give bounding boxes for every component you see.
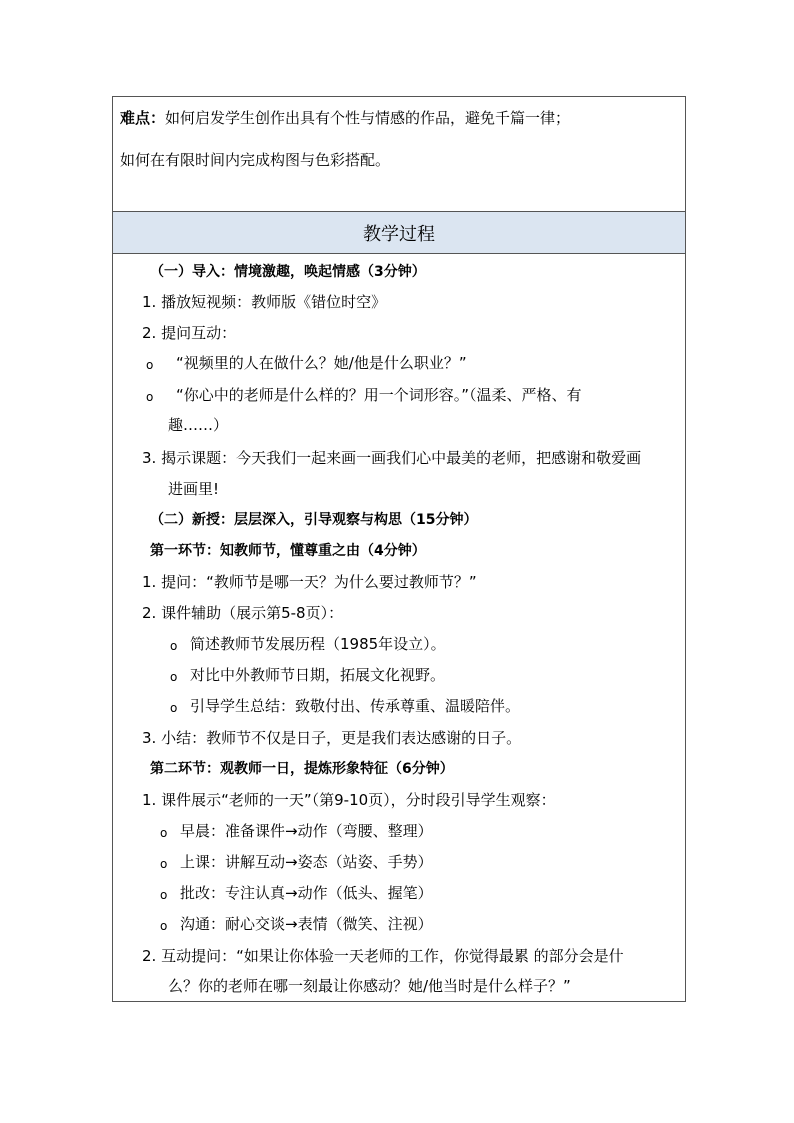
part1-item3: 3. 小结：教师节不仅是日子，更是我们表达感谢的日子。: [142, 729, 522, 747]
part1-item2: 2. 课件辅助（展示第5-8页）：: [142, 604, 344, 622]
difficulty-text-2: 如何在有限时间内完成构图与色彩搭配。: [120, 151, 391, 169]
bullet-icon: o: [170, 701, 178, 715]
part2-bullet1: 早晨：准备课件→动作（弯腰、整理）: [180, 822, 433, 840]
bullet-icon: o: [160, 919, 168, 933]
part1-bullet2: 对比中外教师节日期，拓展文化视野。: [190, 666, 446, 684]
bullet-icon: o: [160, 888, 168, 902]
section1-question2-b: 趣……）: [168, 416, 229, 434]
bullet-icon: o: [146, 390, 154, 404]
part1-bullet1: 简述教师节发展历程（1985年设立）。: [190, 635, 446, 653]
part2-item2-a: 2. 互动提问：“如果让你体验一天老师的工作，你觉得最累 的部分会是什: [142, 947, 624, 965]
section1-item3-b: 进画里!: [168, 480, 220, 498]
bullet-icon: o: [146, 358, 154, 372]
part1-bullet3: 引导学生总结：致敬付出、传承尊重、温暖陪伴。: [190, 697, 521, 715]
difficulty-line-1: [120, 108, 570, 128]
part1-item1: 1. 提问：“教师节是哪一天？为什么要过教师节？”: [142, 573, 477, 591]
part1-heading: 第一环节：知教师节，懂尊重之由（4分钟）: [150, 543, 426, 559]
section1-heading: （一）导入：情境激趣，唤起情感（3分钟）: [150, 264, 426, 280]
teaching-process-header: [113, 212, 685, 254]
part2-bullet2: 上课：讲解互动→姿态（站姿、手势）: [180, 853, 433, 871]
bullet-icon: o: [170, 670, 178, 684]
section1-item3-a: 3. 揭示课题：今天我们一起来画一画我们心中最美的老师，把感谢和敬爱画: [142, 449, 642, 467]
section1-item2: 2. 提问互动：: [142, 324, 237, 342]
difficulty-text-1: 如何启发学生创作出具有个性与情感的作品，避免千篇一律；: [165, 109, 571, 127]
part2-item2-b: 么？你的老师在哪一刻最让你感动？她/他当时是什么样子？”: [168, 977, 571, 995]
part2-item1: 1. 课件展示“老师的一天”（第9-10页），分时段引导学生观察：: [142, 791, 556, 809]
part2-heading: 第二环节：观教师一日，提炼形象特征（6分钟）: [150, 761, 454, 777]
bullet-icon: o: [160, 826, 168, 840]
bullet-icon: o: [160, 857, 168, 871]
part2-bullet3: 批改：专注认真→动作（低头、握笔）: [180, 884, 433, 902]
difficulty-label: 难点：: [120, 109, 166, 127]
teaching-process-title: 教学过程: [363, 223, 435, 245]
bullet-icon: o: [170, 639, 178, 653]
section1-item1: 1. 播放短视频：教师版《错位时空》: [142, 293, 387, 311]
section2-heading: （二）新授：层层深入，引导观察与构思（15分钟）: [150, 512, 478, 528]
section1-question1: “视频里的人在做什么？她/他是什么职业？”: [176, 354, 467, 372]
part2-bullet4: 沟通：耐心交谈→表情（微笑、注视）: [180, 915, 433, 933]
section1-question2-a: “你心中的老师是什么样的？用一个词形容。”（温柔、严格、有: [176, 386, 582, 404]
